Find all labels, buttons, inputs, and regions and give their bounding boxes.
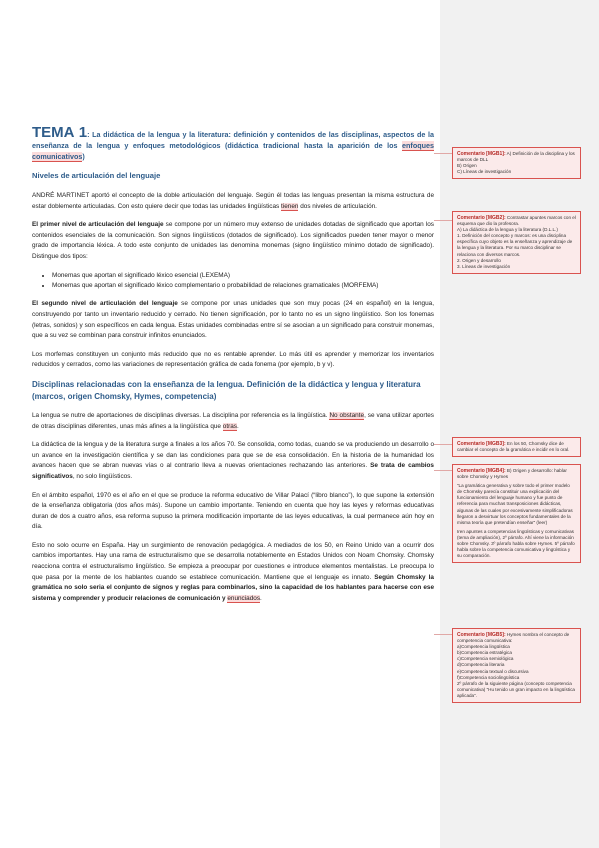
comment-text: 2. Origen y desarrollo [457,257,501,263]
paragraph-text: La didáctica de la lengua y de la literatura surge a finales a los años 70. Se consolida, como todas, cuando se va produciendo un desarrollo o un avance en la investigación científica y se dan las condiciones para que se de esa consolidación. En la historia de la humanidad los avances hacen que se abran nuevas vías o al contrario lleva a nuevas orientaciones rechazando las anteriores. [32,441,434,470]
section-heading-niveles: Niveles de articulación del lenguaje [32,171,161,180]
comment-text: B) Origen [457,163,477,169]
paragraph-morfemas: Los morfemas constituyen un conjunto más reducido que no es rentable aprender. Lo más útil es aprender y memorizar los inventarios reducidos y cerrados, como las variaciones de representación gráfica de cada fonema (por ejemplo, b y v). [32,350,434,369]
paragraph-text: se compone por un número muy extenso de unidades dotadas de significado que aportan los contenidos esenciales de la comunicación. Son signos lingüísticos (dotados de significado). Los significados pueden tener mayor o menor grado de importancia léxica. A todo este conjunto de unidades las denomina monemas (signo lingüístico mínimo dotado de significado). Distingue dos tipos: [32,221,434,260]
comment-connector [434,153,452,154]
comment-text: c)Competencia semiológica [457,656,514,662]
comment-text: d)Competencia literaria [457,662,505,668]
comment-text: B) Origen y desarrollo: hablar sobre Chomsky y Hymes [457,468,567,480]
section-heading-disciplinas: Disciplinas relacionadas con la enseñanza de la lengua. Definición de la didáctica y lengua y literatura (marcos, origen Chomsky, Hymes, competencia) [32,379,421,401]
comment-text: A) Definición de la disciplina y los marcos de DLL [457,151,575,163]
comment-label: Comentario [MGB1]: [457,151,506,157]
paragraph-text: La lengua se nutre de aportaciones de disciplinas diversas. La disciplina por referencia es la lingüística. [32,411,330,419]
comment-text: C) Líneas de investigación [457,169,512,175]
comment-connector [434,470,452,471]
comment-text: Hymes nombra el concepto de competencia comunicativa: [457,632,570,644]
comment-text: En los 50, Chomsky dice de cambiar el concepto de la gramática e incidir en lo oral. [457,441,570,453]
paragraph-segundo-nivel [32,299,434,341]
comment-label: Comentario [MGB3]: [457,441,506,447]
comment-mgb5[interactable] [452,628,581,703]
paragraph-didactica [32,440,434,482]
comment-text: b)Competencia estratégica [457,650,512,656]
comment-label: Comentario [MGB5]: [457,632,506,638]
paragraph-lengua-nutre [32,411,434,432]
paragraph-text: dos niveles de articulación. [298,202,377,210]
comment-text: Contrastar apuntes marcos con el esquema que dio la profesora. [457,215,576,227]
comment-connector [434,444,452,445]
title-suffix: ) [82,152,85,161]
paragraph-text: se compone por unas unidades que son muy pocas (24 en español) en la lengua, construyendo por tanto un inventario reducido y cerrado. No tienen significación, por lo tanto no es un signo lingüístico. Son los fonemas (letras, sonidos) y son específicos en cada lengua. Estas unidades combinadas entre sí se asocian a un significado para construir monemas, que a su vez se combinan para construir infinitos enunciados. [32,300,434,340]
comment-anchor[interactable]: enunciados [227,594,261,602]
comment-text: 3. Líneas de investigación [457,263,511,269]
comment-text: Iren apuntes a competencias lingüísticas y comunicativas (tema de ampliación), 2º párrafo. Ahí viene la información sobre Chomsky. 3º párrafo habla sobre Hymes. 5º párrafo habla sobre la competencia comunicativa y lingüística y su comparación. [457,528,575,559]
comment-anchor[interactable]: otras [222,422,237,430]
title-text: : La didáctica de la lengua y la literatura: definición y contenidos de las disciplinas, aspectos de la enseñanza de la lengua y enfoques metodológicos (didáctica tradicional hasta la aparición de los [32,130,435,150]
paragraph-ambito-espanol: En el ámbito español, 1970 es el año en el que se produce la reforma educativo de Villar Palací (“libro blanco”), lo que supone la extensión de la enseñanza obligatoria (dos años más). Supone un cambio importante. Teniendo en cuenta que hoy las leyes y reformas educativas duran de dos a cuatro años, esa reforma supuso la primera modificación importante de las leyes educativas, la cual permanece aún hoy en día. [32,491,434,531]
title-prefix: TEMA 1 [32,124,88,141]
comment-connector [434,634,452,635]
monemas-list [32,271,434,292]
comments-pane [440,0,599,848]
comment-mgb2[interactable] [452,211,581,274]
paragraph-primer-nivel [32,220,434,262]
comment-text: f)Competencia sociolingüística [457,674,520,680]
paragraph-text: . [236,422,239,430]
comment-text: 1. Definición del concepto y marcos: es una disciplina específica cuyo objeto es la enseñanza y aprendizaje de la lengua y la literatura. Por su marco disciplinar se relaciona con diversos marcos. [457,233,573,257]
paragraph-text: , no solo lingüísticos. [72,472,133,480]
comment-anchor[interactable]: tienen [281,202,299,210]
comment-connector [434,220,452,221]
bold-text: El primer nivel de articulación del lenguaje [32,221,164,229]
bold-text: Según Chomsky la gramática no solo seria el conjunto de signos y reglas para combinarlos, sino la capacidad de los hablantes para hacerse con ese sistema y comprender y producir relaciones de comunicación y [32,573,434,602]
bold-text: El segundo nivel de articulación del lenguaje [32,300,178,308]
paragraph-martinet [32,191,434,212]
comment-mgb3[interactable] [452,437,581,457]
comment-label: Comentario [MGB4]: [457,468,506,474]
comment-text: A) La didáctica de la lengua y la literatura (D.L.L.) [457,227,558,233]
title-highlight[interactable]: enfoques comunicativos [32,141,434,161]
comment-anchor[interactable]: No obstante [329,411,365,419]
comment-label: Comentario [MGB2]: [457,215,506,221]
comment-text: “La gramática generativa y sobre todo el primer modelo de Chomsky parecía constituir una explicación del funcionamiento del lenguaje humano y fue punto de referencia para muchas transposiciones didácticas, algunas de las cuales por excesivamente simplificadoras llegaron a desvirtuar los conceptos fundamentales de la misma teoría que pretendían enseñar” (leer) [457,483,573,525]
comment-text: 2º párrafo de la siguiente página (concepto competencia comunicativa) “Hu tenido un gran impacto en la lingüística aplicada”. [457,680,575,698]
bold-text: Se trata de cambios significativos [32,462,434,480]
comment-mgb1[interactable] [452,147,581,179]
document-body [32,124,435,612]
comment-mgb4[interactable] [452,464,581,563]
paragraph-text: . [260,594,262,602]
paragraph-text: , se vana utilizar aportes de otras disciplinas diferentes, unas más afines a la lingüística que [32,411,434,430]
list-item: • Monemas que aportan el significado léxico esencial (LEXEMA) [52,271,434,281]
list-item: • Monemas que aportan el significado léxico complementario o probabilidad de relaciones gramaticales (MORFEMA) [52,281,434,291]
paragraph-text: Esto no solo ocurre en España. Hay un surgimiento de renovación pedagógica. A mediados de los 50, en Reino Unido van a ocurrir dos cambios importantes. Hay una rama de estructuralismo que se desarrolla notablemente en Estados Unidos con Noam Chomsky. Chomsky reacciona contra el estructuralismo lingüístico. Se empieza a preocupar por cuestiones e introduce elementos mentalistas. Le preocupa lo que pasa por la mente de los hablantes cuando se establece comunicación. Mantiene que el lenguaje es innato. [32,541,434,581]
comment-text: e)Competencia textual o discursiva [457,668,529,674]
paragraph-text: ANDRÉ MARTINET aportó el concepto de la doble articulación del lenguaje. Según él todas las lenguas presentan la misma estructura de estar doblemente articuladas. Con esto quiere decir que todas las unidades lingüísticas [32,192,434,210]
paragraph-chomsky [32,541,434,605]
comment-text: a)Competencia lingüística [457,644,510,650]
document-title [32,124,435,162]
